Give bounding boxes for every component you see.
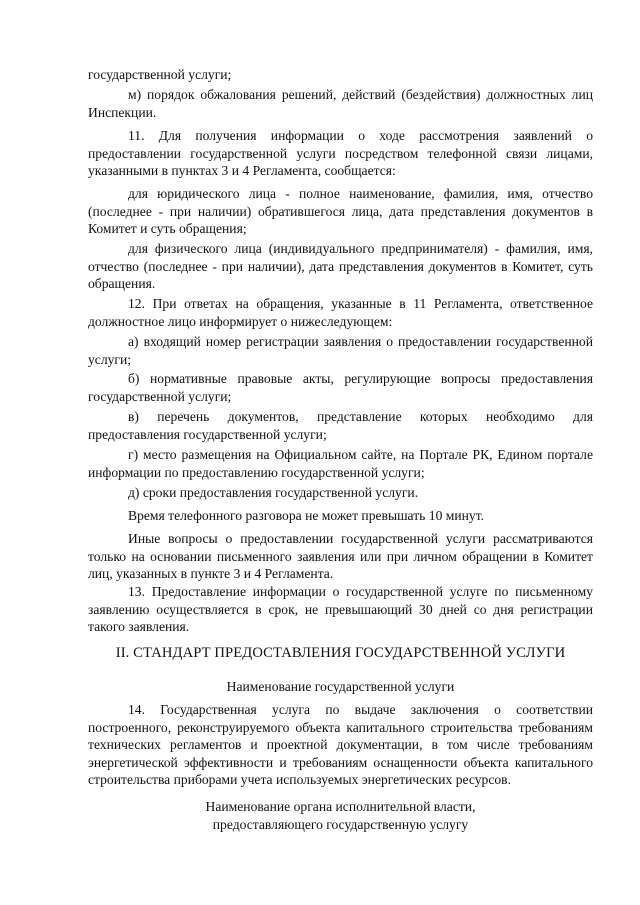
paragraph-call-time: Время телефонного разговора не может превышать 10 минут.: [128, 508, 485, 523]
text-line-continuation: государственной услуги;: [88, 67, 232, 82]
paragraph-12: 12. При ответах на обращения, указанные в 11 Регламента, ответственное должностное лицо информирует о нижеследующем:: [88, 296, 593, 329]
paragraph-11: 11. Для получения информации о ходе рассмотрения заявлений о предоставлении государственной услуги посредством телефонной связи лицами, указанными в пунктах 3 и 4 Регламента, сообщается:: [88, 128, 593, 179]
section-title: II. СТАНДАРТ ПРЕДОСТАВЛЕНИЯ ГОСУДАРСТВЕННОЙ УСЛУГИ: [115, 645, 566, 661]
paragraph-d: д) сроки предоставления государственной услуги.: [128, 485, 419, 500]
paragraph-13: 13. Предоставление информации о государственной услуге по письменному заявлению осуществляется в срок, не превышающий 30 дней со дня регистрации такого заявления.: [88, 584, 593, 635]
subtitle-authority-line-2: предоставляющего государственную услугу: [212, 817, 469, 832]
paragraph-b: б) нормативные правовые акты, регулирующие вопросы предоставления государственной услуги;: [88, 371, 593, 404]
paragraph-g: г) место размещения на Официальном сайте, на Портале РК, Едином портале информации по предоставлению государственной услуги;: [88, 447, 593, 480]
subtitle-authority-line-1: Наименование органа исполнительной власти,: [205, 799, 476, 814]
paragraph-v: в) перечень документов, представление которых необходимо для предоставления государственной услуги;: [88, 409, 593, 442]
paragraph-a: а) входящий номер регистрации заявления о предоставлении государственной услуги;: [88, 334, 593, 367]
subtitle-service-name: Наименование государственной услуги: [226, 679, 455, 694]
paragraph-legal-entity: для юридического лица - полное наименование, фамилия, имя, отчество (последнее - при наличии) обратившегося лица, дата представления документов в Комитет и суть обращения;: [88, 186, 593, 237]
paragraph-other-questions: Иные вопросы о предоставлении государственной услуги рассматриваются только на основании письменного заявления или при личном обращении в Комитет лиц, указанных в пункте 3 и 4 Регламента.: [88, 531, 593, 582]
paragraph-m: м) порядок обжалования решений, действий (бездействия) должностных лиц Инспекции.: [88, 87, 593, 120]
paragraph-14: 14. Государственная услуга по выдаче заключения о соответствии построенного, реконструируемого объекта капитального строительства требованиям технических регламентов и проектной документации, в том числе требованиям энергетической эффективности и требованиям оснащенности объекта капитального строительства приборами учета используемых энергетических ресурсов.: [88, 702, 593, 788]
paragraph-individual: для физического лица (индивидуального предпринимателя) - фамилия, имя, отчество (последнее - при наличии), дата представления документов в Комитет, суть обращения.: [88, 241, 593, 292]
